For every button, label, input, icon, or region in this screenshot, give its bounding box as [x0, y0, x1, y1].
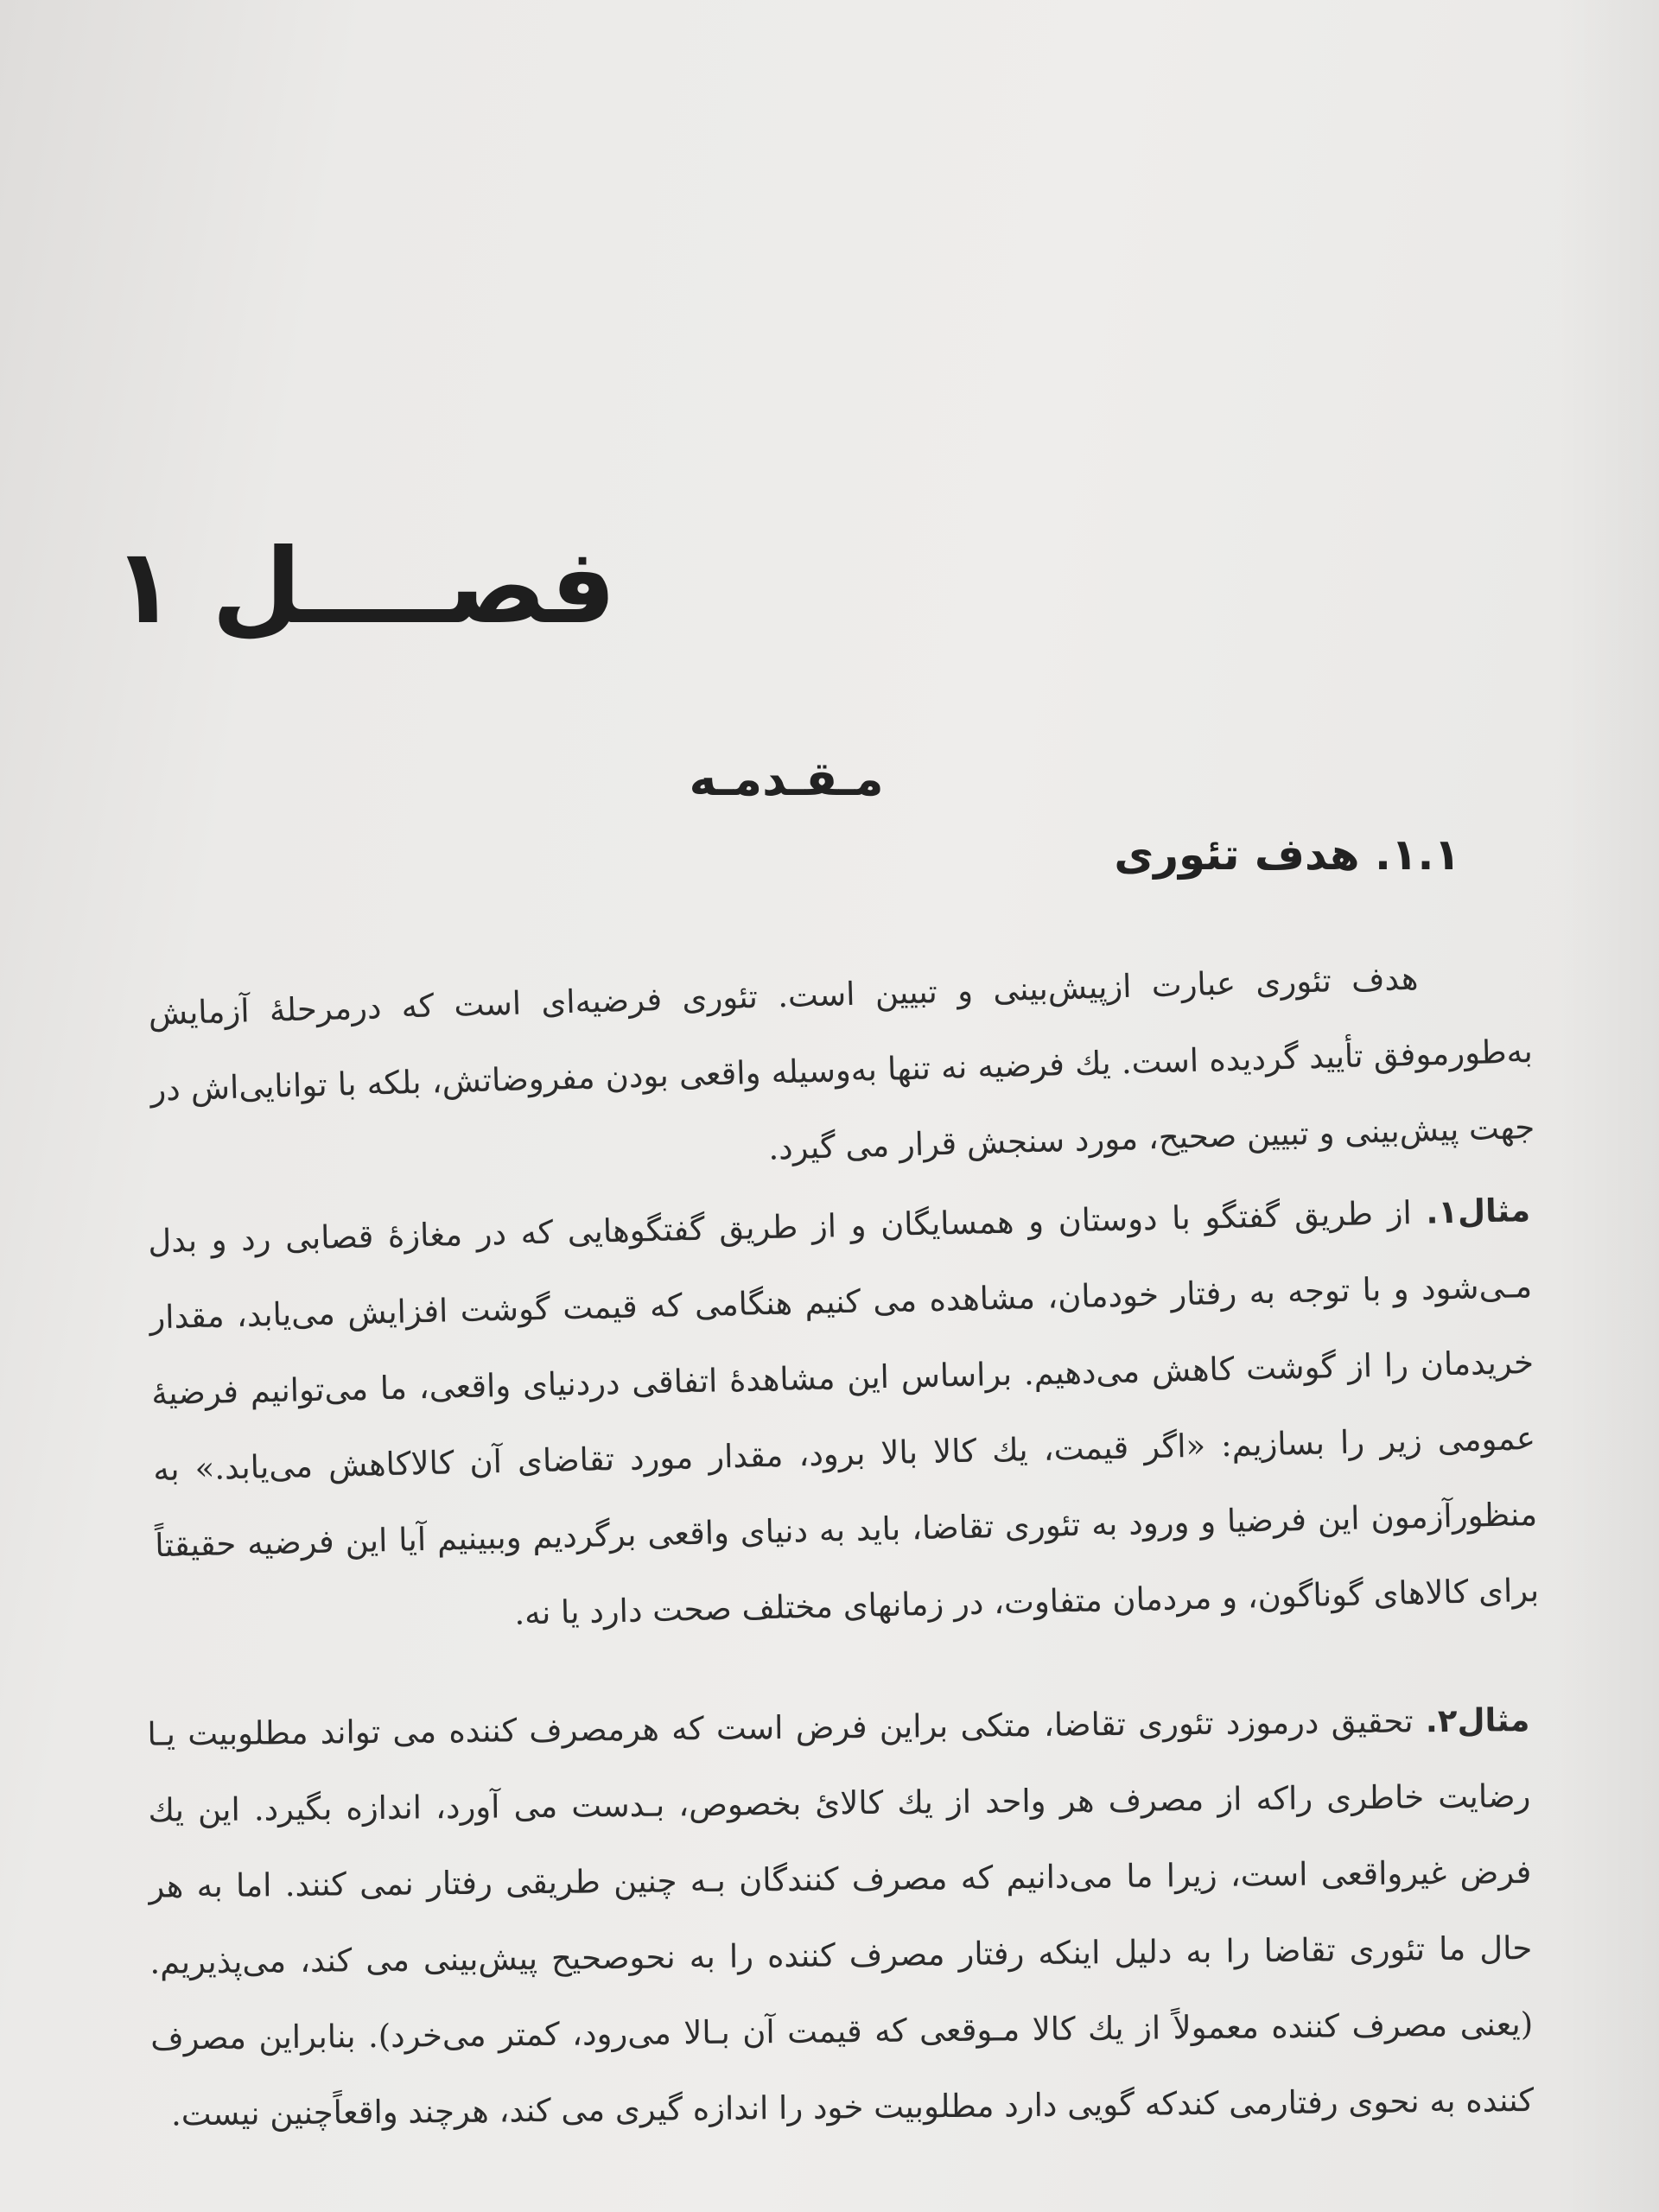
example-1-text: از طریق گفتگو با دوستان و همسایگان و از طریق گفتگوهایی که در مغازهٔ قصابی رد و بدل مـی‌شود و با توجه به رفتار خودمان، مشاهده می کنیم هنگامی که قیمت گوشت افزایش می‌یابد، مقدار خریدمان را از گوشت کاهش می‌دهیم. براساس این مشاهدهٔ اتفاقی دردنیای واقعی، ما می‌توانیم فرضیهٔ عمومی زیر را بسازیم: «اگر قیمت، یك کالا بالا برود، مقدار مورد تقاضای آن کالاکاهش می‌یابد.» به منظورآزمون این فرضیا و ورود به تئوری تقاضا، باید به دنیای واقعی برگردیم وببینیم آیا این فرضیه حقیقتاً برای کالاهای گوناگون، و مردمان متفاوت، در زمانهای مختلف صحت دارد یا نه.: [147, 1194, 1540, 1632]
example-2-text: تحقیق درموزد تئوری تقاضا، متکی براین فرض است که هرمصرف کننده می تواند مطلوبیت یـا رضایت خاطری راکه از مصرف هر واحد از یك کالایٔ بخصوص، بـدست می آورد، اندازه بگیرد. این یك فرض غیرواقعی است، زیرا ما می‌دانیم که مصرف کنندگان بـه چنین طریقی رفتار نمی کنند. اما به هر حال ما تئوری تقاضا را به دلیل اینکه رفتار مصرف کننده را به نحوصحیح پیش‌بینی می کند، می‌پذیریم. (یعنی مصرف کننده معمولاً از یك کالا مـوقعی که قیمت آن بـالا می‌رود، کمتر می‌خرد). بنابراین مصرف کننده به نحوی رفتارمی کندکه گویی دارد مطلوبیت خود را اندازه گیری می کند، هرچند واقعاًچنین نیست.: [147, 1702, 1535, 2133]
example-2-paragraph: [147, 1682, 1534, 2153]
example-2-label: مثال۲.: [1425, 1700, 1530, 1740]
page-shadow: [1555, 0, 1659, 2212]
example-1-label: مثال۱.: [1425, 1191, 1531, 1231]
chapter-title: فصــــل ۱: [112, 527, 617, 647]
section-heading: ۱.۱. هدف تئوری: [1114, 830, 1460, 880]
introduction-title: مـقـدمـه: [689, 752, 884, 806]
example-1-paragraph: [147, 1173, 1540, 1660]
section-paragraph: هدف تئوری عبارت ازپیش‌بینی و تبیین است. تئوری فرضیه‌ای است که درمرحلهٔ آزمایش به‌طورموفق تأیید گردیده است. یك فرضیه نه تنها به‌وسیله واقعی بودن مفروضاتش، بلکه با توانایی‌اش در جهت پیش‌بینی و تبیین صحیح، مورد سنجش قرار می گیرد.: [148, 959, 1535, 1167]
